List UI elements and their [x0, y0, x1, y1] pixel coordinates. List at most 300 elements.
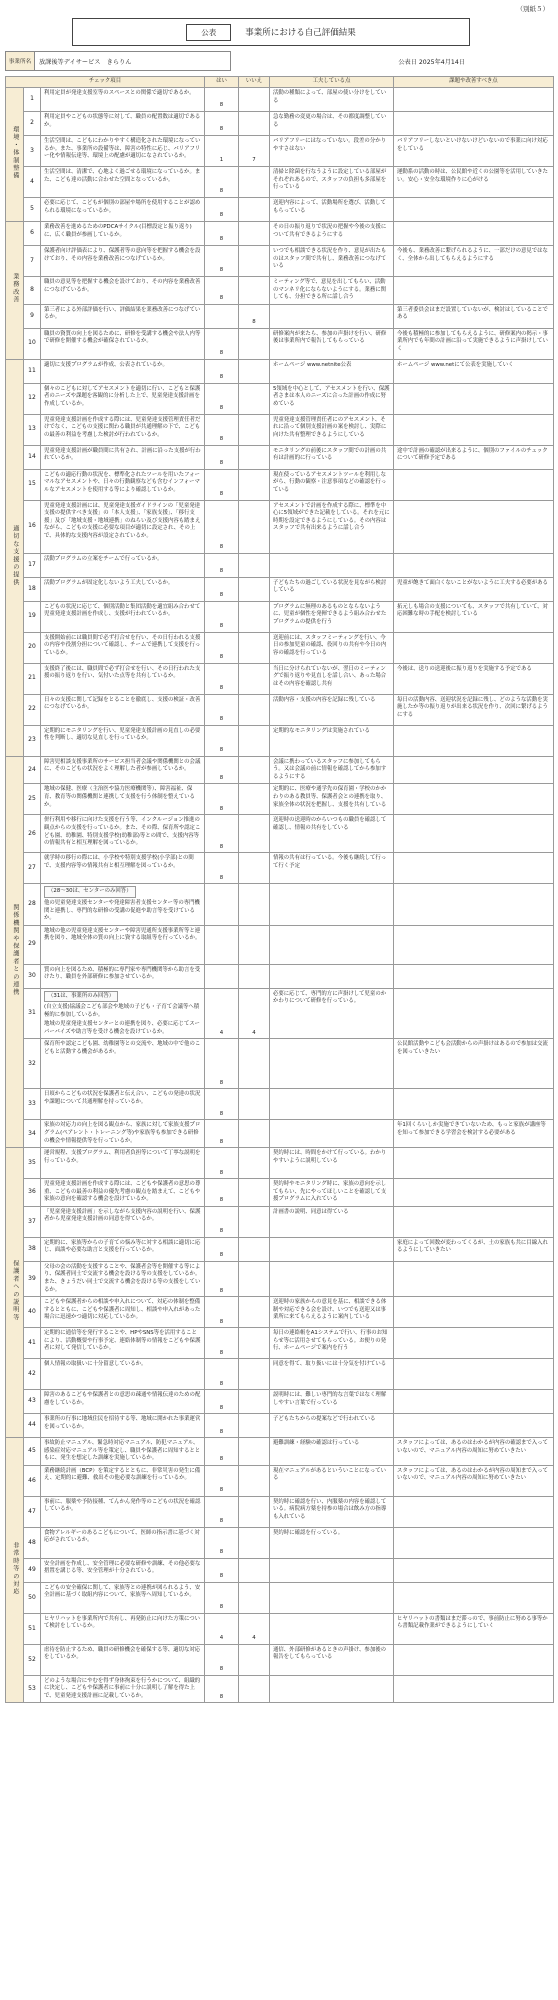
check-item-text: 父母の会の活動を支援することや、保護者会等を開催する等により、保護者同士で交流する機会を設ける等の支援をしているか。また、きょうだい同士で交流する機会を設ける等の支援をしているか。	[44, 1263, 201, 1293]
check-item	[41, 1179, 205, 1207]
col-improve: 課題や改善すべき点	[394, 77, 554, 88]
yes-count: 8	[205, 277, 239, 305]
improvement: 年1回くらいしか実施できていないため、もっと家族が講座等を知って参加できる学習会を検討する必要がある	[394, 1120, 554, 1148]
row-number: 43	[24, 1390, 41, 1414]
yes-count	[205, 964, 239, 988]
check-item	[41, 1039, 205, 1089]
table-row	[6, 1261, 554, 1296]
good-point: いつでも相談できる状況を作り、意見が出たものはスタッフ間で共有し、業務改善につなげている	[270, 246, 394, 277]
table-row	[6, 577, 554, 601]
improvement	[394, 1148, 554, 1179]
row-number: 21	[24, 663, 41, 694]
row-number: 12	[24, 383, 41, 414]
table-row	[6, 1644, 554, 1675]
table-row	[6, 601, 554, 632]
check-item	[41, 1558, 205, 1582]
row-number: 20	[24, 632, 41, 663]
yes-count: 8	[205, 1328, 239, 1359]
check-item-text: 生活空間は、こどもにわかりやすく構造化された環境になっているか。また、事業所の設備等は、障害の特性に応じ、バリアフリー化や情報伝達等、環境上の配慮が適切になされているか。	[44, 138, 201, 160]
row-number: 47	[24, 1496, 41, 1527]
check-item-text: こどもの適応行動の状況を、標準化されたツールを用いたフォーマルなアセスメントや、日々の行動観察なども含むインフォーマルなアセスメントを使用する等により確認しているか。	[44, 471, 200, 493]
good-point	[270, 1558, 394, 1582]
good-point	[270, 1237, 394, 1261]
good-point	[270, 925, 394, 964]
improvement	[394, 853, 554, 884]
improvement	[394, 784, 554, 815]
check-item-text: 家族の対応力の向上を図る観点から、家族に対して家族支援プログラム(ペアレント・トレーニング等)や家族等も参加できる研修の機会や情報提供等を行っているか。	[44, 1122, 201, 1144]
check-item-text: 定期的に、家族等からの子育ての悩み等に対する相談に適切に応じ、面談や必要な助言と支援を行っているか。	[44, 1239, 201, 1254]
row-number: 48	[24, 1527, 41, 1558]
good-point: 通信、外部研修があるときの声掛け、参加後の報告をしてもらっている	[270, 1644, 394, 1675]
check-item	[41, 136, 205, 167]
table-row	[6, 445, 554, 469]
category-text: 関係機関や保護者との連携	[11, 903, 19, 997]
check-item	[41, 601, 205, 632]
no-count	[239, 1039, 270, 1089]
check-item	[41, 925, 205, 964]
no-count	[239, 328, 270, 359]
no-count	[239, 1359, 270, 1390]
improvement: 拓元しも場合の支援についても、スタッフで共有していて、対応困難な時の手配を検討している	[394, 601, 554, 632]
no-count	[239, 246, 270, 277]
check-item	[41, 1496, 205, 1527]
good-point: 送迎前には、スタッフミーティングを行い、今日の参加児童の確認、役回りの共有や今日の内容の確認を行っている	[270, 632, 394, 663]
yes-count: 4	[205, 1613, 239, 1644]
table-row	[6, 469, 554, 500]
evaluation-table	[5, 76, 554, 1703]
check-item	[41, 1390, 205, 1414]
table-row	[6, 1089, 554, 1120]
good-point: 契約時やモニタリング時に、家族の意向を示してもらい、先にやってほしいことを確認して支援プログラムに入れている	[270, 1179, 394, 1207]
check-item-text: 必要に応じて、こどもが個別の部屋や場所を使用することが認められる環境になっているか。	[44, 200, 201, 214]
check-item-text: 個人情報の取扱いに十分留意しているか。	[44, 1361, 147, 1368]
page-title: 事業所における自己評価結果	[245, 28, 356, 38]
yes-count: 8	[205, 663, 239, 694]
no-count	[239, 1438, 270, 1466]
yes-count: 8	[205, 1297, 239, 1328]
improvement: 今後は、送りの送迎後に振り返りを実施する予定である	[394, 663, 554, 694]
col-check: チェック項目	[6, 77, 205, 88]
improvement	[394, 1527, 554, 1558]
table-row	[6, 725, 554, 756]
office-label: 事業所名	[5, 51, 35, 71]
scope-note: （28～30は、センターのみ回答）	[44, 886, 136, 898]
no-count	[239, 1414, 270, 1438]
no-count	[239, 1582, 270, 1613]
table-row	[6, 1675, 554, 1703]
check-item-text: 障害のあるこどもや保護者との意思の疎通や情報伝達のための配慮をしているか。	[44, 1392, 201, 1406]
table-row	[6, 784, 554, 815]
yes-count: 8	[205, 632, 239, 663]
table-row	[6, 663, 554, 694]
check-item	[41, 304, 205, 328]
check-item-text: 業務改善を進めるためのPDCAサイクル(目標設定と振り返り)に、広く職員が参画しているか。	[44, 224, 192, 238]
table-row	[6, 277, 554, 305]
improvement: 今後も、業務改善に繋げられるように、一部だけの意見ではなく、全体から出してもらえるようにする	[394, 246, 554, 277]
category-label	[6, 756, 24, 1147]
check-item	[41, 694, 205, 725]
table-row	[6, 1206, 554, 1237]
improvement	[394, 222, 554, 246]
table-row	[6, 167, 554, 198]
good-point: ミーティング等で、意見を出してもらい、活動のマンネリ化にならないようにする。業務に関しても、分担できる所に話し合う	[270, 277, 394, 305]
no-count	[239, 445, 270, 469]
row-number: 6	[24, 222, 41, 246]
yes-count	[205, 884, 239, 925]
table-row	[6, 246, 554, 277]
row-number: 7	[24, 246, 41, 277]
improvement	[394, 1297, 554, 1328]
table-row	[6, 1558, 554, 1582]
no-count	[239, 1390, 270, 1414]
table-row	[6, 1465, 554, 1496]
scope-note: （31は、事業所のみ回答）	[44, 991, 118, 1003]
check-item-text: 事故防止マニュアル、緊急時対応マニュアル、防犯マニュアル、感染症対応マニュアル等を策定し、職員や保護者に周知するとともに、発生を想定した訓練を実施しているか。	[44, 1440, 201, 1462]
check-item-text: 利用定員が発達支援室等のスペースとの関係で適切であるか。	[44, 90, 195, 96]
good-point: 同意を得て、取り扱いには十分気を付けている	[270, 1359, 394, 1390]
yes-count: 8	[205, 500, 239, 553]
good-point	[270, 1675, 394, 1703]
check-item	[41, 1261, 205, 1296]
check-item	[41, 577, 205, 601]
row-number: 50	[24, 1582, 41, 1613]
check-item-text: 安全計画を作成し、安全管理に必要な研修や訓練、その他必要な措置を講じる等、安全管理が十分されている。	[44, 1560, 201, 1575]
check-item-text-2: 地域の児童発達支援センターとの連携を図り、必要に応じてスーパーバイズや助言等を受ける機会を設けているか。	[44, 1021, 200, 1035]
check-item-text: 運営規程、支援プログラム、利用者負担等について丁寧な説明を行っているか。	[44, 1150, 201, 1164]
improvement	[394, 383, 554, 414]
check-item-text: 定期的に通信等を発行することや、HPやSNS等を活用することにより、活動概要や行事予定、連絡体制等の情報をこどもや保護者に対して発信しているか。	[44, 1330, 201, 1352]
good-point: モニタリングの前後にスタッフ間での計画の共有は計画的に行っている	[270, 445, 394, 469]
good-point: 契約時に確認を行い、内服薬の内容を確認している。病院病方薬を持参の場合は飲み方の指導も入れている	[270, 1496, 394, 1527]
no-count	[239, 1297, 270, 1328]
improvement: 公民館活動やこども会活動からの声掛けはあるので参加は交流を図っていきたい	[394, 1039, 554, 1089]
improvement	[394, 815, 554, 853]
good-point	[270, 964, 394, 988]
improvement: ホームページ www.netにて公表を実施していく	[394, 359, 554, 383]
good-point: 契約時には、時間をかけて行っている。わかりやすいように説明している	[270, 1148, 394, 1179]
improvement	[394, 1261, 554, 1296]
check-item	[41, 1359, 205, 1390]
good-point: その日の振り返りで状況の把握や今後の支援について共有できるようにする	[270, 222, 394, 246]
row-number: 33	[24, 1089, 41, 1120]
improvement	[394, 1644, 554, 1675]
yes-count: 8	[205, 1414, 239, 1438]
check-item	[41, 663, 205, 694]
table-row	[6, 136, 554, 167]
check-item	[41, 1089, 205, 1120]
check-item	[41, 277, 205, 305]
good-point: 急な勤務の変更の場合は、その都度調整している	[270, 112, 394, 136]
yes-count: 8	[205, 1465, 239, 1496]
table-row	[6, 198, 554, 222]
good-point: 活動の種類によって、部屋の使い分けをしている	[270, 88, 394, 112]
check-item	[41, 988, 205, 1039]
good-point: 活動内容・支援の内容を記録に残している	[270, 694, 394, 725]
check-item	[41, 1527, 205, 1558]
check-item	[41, 414, 205, 445]
no-count	[239, 601, 270, 632]
table-row	[6, 884, 554, 925]
row-number: 24	[24, 756, 41, 784]
check-item	[41, 88, 205, 112]
yes-count: 8	[205, 1148, 239, 1179]
yes-count: 8	[205, 1438, 239, 1466]
good-point: 研修案内が来たら、参加の声掛けを行い、研修後は事業所内で報告してもらっている	[270, 328, 394, 359]
good-point	[270, 884, 394, 925]
category-label	[6, 359, 24, 756]
no-count	[239, 694, 270, 725]
improvement: 家庭によって回数が変わってくるが、土の家族も共に目線入れるようにしていきたい	[394, 1237, 554, 1261]
improvement: 運動系の活動の時は、公民館や近くの公園等を活用していきたい。安心・安全な環境作りに心がける	[394, 167, 554, 198]
publish-badge: 公表	[186, 24, 231, 41]
table-row	[6, 88, 554, 112]
row-number: 13	[24, 414, 41, 445]
yes-count	[205, 304, 239, 328]
row-number: 28	[24, 884, 41, 925]
good-point	[270, 1039, 394, 1089]
table-row	[6, 1496, 554, 1527]
improvement	[394, 1089, 554, 1120]
check-item	[41, 1328, 205, 1359]
row-number: 3	[24, 136, 41, 167]
table-row	[6, 1039, 554, 1089]
good-point	[270, 1120, 394, 1148]
improvement	[394, 1390, 554, 1414]
check-item-text: 児童発達支援計画を作成する際には、児童発達支援管理責任者だけでなく、こどもの支援に関わる職員が共通理解の下で、こどもの最善の利益を考慮した検討が行われているか。	[44, 416, 201, 438]
check-item-text: 生活空間は、清潔で、心地よく過ごせる環境になっているか。また、こども達の活動に合わせた空間となっているか。	[44, 169, 201, 183]
improvement: 途中で計画の確認が出来るように、個別のファイルのチェックについて研修予定である	[394, 445, 554, 469]
yes-count: 8	[205, 246, 239, 277]
table-header-row	[6, 77, 554, 88]
row-number: 2	[24, 112, 41, 136]
row-number: 32	[24, 1039, 41, 1089]
check-item	[41, 1237, 205, 1261]
yes-count: 8	[205, 1237, 239, 1261]
improvement	[394, 1179, 554, 1207]
improvement	[394, 112, 554, 136]
row-number: 34	[24, 1120, 41, 1148]
check-item-text: 職員の資質の向上を図るために、研修を受講する機会や法人内等で研修を開催する機会が確保されているか。	[44, 330, 201, 345]
check-item-text: 児童発達支援計画を作成する際には、こどもや保護者の意思の尊重、こどもの最善の利益の優先考慮の観点を踏まえて、こどもや家族の意向を確認する機会を設けているか。	[44, 1181, 201, 1203]
row-number: 19	[24, 601, 41, 632]
improvement: スタッフによっては、あるのはわかるが内容の確認まで入っていないので、マニュアル内容の周知に努めていきたい	[394, 1438, 554, 1466]
row-number: 11	[24, 359, 41, 383]
row-number: 42	[24, 1359, 41, 1390]
row-number: 25	[24, 784, 41, 815]
row-number: 44	[24, 1414, 41, 1438]
good-point: 清掃と除菌を行なうように設定している部屋がそれぞれあるので、スタッフの負担も多部屋を行っている	[270, 167, 394, 198]
good-point: 避難訓練・経験の確認は行っている	[270, 1438, 394, 1466]
row-number: 46	[24, 1465, 41, 1496]
table-row	[6, 632, 554, 663]
improvement	[394, 1359, 554, 1390]
check-item-text: 地域の保健、医療（主治医や協力医療機関等）、障害福祉、保育、教育等の関係機関と連携して支援を行う体制を整えているか。	[44, 786, 195, 808]
improvement	[394, 964, 554, 988]
table-row	[6, 1438, 554, 1466]
improvement: 今後も積極的に参加してもらえるように、研修案内の掲示・事業所内でも年間の計画に沿って実施できるように声掛けしていく	[394, 328, 554, 359]
improvement	[394, 1582, 554, 1613]
check-item	[41, 756, 205, 784]
no-count	[239, 884, 270, 925]
improvement	[394, 725, 554, 756]
table-row	[6, 1613, 554, 1644]
table-row	[6, 756, 554, 784]
category-label	[6, 88, 24, 222]
yes-count: 8	[205, 198, 239, 222]
check-item-text: 事前に、服薬や予防接種、てんかん発作等のこどもの状況を確認しているか。	[44, 1498, 201, 1513]
check-item	[41, 222, 205, 246]
improvement	[394, 553, 554, 577]
good-point	[270, 1613, 394, 1644]
yes-count: 4	[205, 988, 239, 1039]
row-number: 15	[24, 469, 41, 500]
good-point: プログラムに無理のあるものとならないように、児童が個性を発揮できるよう組み合わせたプログラムの提供を行う	[270, 601, 394, 632]
good-point: バリアフリーにはなっていない。段差の分かりやすさはない	[270, 136, 394, 167]
good-point: アセスメントで計画を作成する際に、標準を中心に5領域ができた記載をしている。それを元に時期を設定できるようにしている。その内容はスタッフで共有出来るように話し合う	[270, 500, 394, 553]
good-point: 契約時に確認を行っている。	[270, 1527, 394, 1558]
check-item-text: 地域の他の児童発達支援センターや障害児通所支援事業所等と連携を図り、地域全体の質の向上に資する取組等を行っているか。	[44, 927, 201, 942]
good-point: 送迎内容によって、活動場所を選び、活動してもらっている	[270, 198, 394, 222]
check-item	[41, 469, 205, 500]
row-number: 16	[24, 500, 41, 553]
table-row	[6, 853, 554, 884]
no-count	[239, 1206, 270, 1237]
good-point	[270, 553, 394, 577]
table-row	[6, 1414, 554, 1438]
check-item-text: 食物アレルギーのあるこどもについて、医師の指示書に基づく対応がされているか。	[44, 1529, 200, 1544]
check-item	[41, 1613, 205, 1644]
no-count	[239, 1328, 270, 1359]
check-item	[41, 328, 205, 359]
check-item-text: 事業所の行事に地域住民を招待する等、地域に開かれた事業運営を図っているか。	[44, 1416, 201, 1430]
check-item-text: 質の向上を図るため、積極的に専門家や専門機関等から助言を受けたり、職員を外部研修に参加させているか。	[44, 966, 201, 981]
improvement: 児童が飽きて面白くないことがないように工夫する必要がある	[394, 577, 554, 601]
check-item	[41, 725, 205, 756]
check-item-text: 活動プログラムが固定化しないよう工夫しているか。	[44, 579, 174, 586]
yes-count: 8	[205, 1527, 239, 1558]
check-item	[41, 246, 205, 277]
no-count	[239, 663, 270, 694]
col-yes: はい	[205, 77, 239, 88]
table-row	[6, 383, 554, 414]
table-row	[6, 1148, 554, 1179]
good-point: 現在使っているアセスメントツールを利用しながら、行動の観察・注意事項などの確認を行っている	[270, 469, 394, 500]
check-item-text: こどもや保護者からの相談や申入れについて、対応の体制を整備するとともに、こどもや保護者に周知し、相談や申入れがあった場合に迅速かつ適切に対応しているか。	[44, 1299, 201, 1321]
yes-count: 8	[205, 815, 239, 853]
col-good: 工夫している点	[270, 77, 394, 88]
check-item	[41, 784, 205, 815]
col-no: いいえ	[239, 77, 270, 88]
check-item	[41, 1644, 205, 1675]
title-box	[72, 18, 470, 46]
yes-count: 8	[205, 383, 239, 414]
no-count	[239, 383, 270, 414]
good-point: 送迎時の家族からの意見を基に、相談できる体制や対応できる会を設け、いつでも送迎又は事業所に来てもらえるように案内している	[270, 1297, 394, 1328]
check-item	[41, 853, 205, 884]
table-row	[6, 1359, 554, 1390]
yes-count: 8	[205, 601, 239, 632]
row-number: 45	[24, 1438, 41, 1466]
check-item-text: (自立支援)協議会こども部会や地域の子ども・子育て会議等へ積極的に参加しているか。	[44, 1004, 200, 1018]
check-item-text: 児童発達支援計画が職員間に共有され、計画に沿った支援が行われているか。	[44, 447, 201, 462]
table-row	[6, 1297, 554, 1328]
yes-count: 8	[205, 1206, 239, 1237]
row-number: 49	[24, 1558, 41, 1582]
check-item-text: 日頃からこどもの状況を保護者と伝え合い、こどもの発達の状況や課題について共通理解を持っているか。	[44, 1091, 201, 1105]
improvement	[394, 884, 554, 925]
check-item	[41, 383, 205, 414]
yes-count: 8	[205, 756, 239, 784]
check-item-text: こどもの状況に応じて、個別活動と集団活動を適宜組み合わせて児童発達支援計画を作成し、支援が行われているか。	[44, 603, 201, 618]
improvement: スタッフによっては、あるのはわかるが内容の周知まで入っていないので、マニュアル内容の周知に努めていきたい	[394, 1465, 554, 1496]
table-row	[6, 1179, 554, 1207]
check-item-text: 保護者向け評価表により、保護者等の意向等を把握する機会を設けており、その内容を業務改善につなげているか。	[44, 248, 201, 262]
table-row	[6, 1582, 554, 1613]
no-count	[239, 784, 270, 815]
check-item	[41, 1148, 205, 1179]
yes-count: 8	[205, 328, 239, 359]
check-item	[41, 632, 205, 663]
yes-count: 8	[205, 577, 239, 601]
good-point	[270, 1582, 394, 1613]
no-count	[239, 925, 270, 964]
good-point	[270, 304, 394, 328]
check-item	[41, 884, 205, 925]
check-item	[41, 553, 205, 577]
yes-count: 8	[205, 1039, 239, 1089]
row-number: 26	[24, 815, 41, 853]
published-date: 公表日 2025年4月14日	[398, 58, 465, 66]
row-number: 51	[24, 1613, 41, 1644]
yes-count: 8	[205, 112, 239, 136]
check-item-text: 支援開始前には職員間で必ず打合せを行い、その日行われる支援の内容や役割分担について確認し、チームで連携して支援を行っているか。	[44, 634, 201, 656]
improvement	[394, 469, 554, 500]
yes-count: 8	[205, 694, 239, 725]
yes-count: 8	[205, 445, 239, 469]
no-count	[239, 500, 270, 553]
no-count	[239, 1496, 270, 1527]
row-number: 40	[24, 1297, 41, 1328]
yes-count	[205, 925, 239, 964]
category-label	[6, 222, 24, 360]
check-item-text: 適切に支援プログラムが作成、公表されているか。	[44, 361, 168, 368]
good-point: 説明時には、難しい専門的な言葉ではなく理解しやすい言葉で行っている	[270, 1390, 394, 1414]
row-number: 30	[24, 964, 41, 988]
category-label	[6, 1148, 24, 1438]
improvement	[394, 988, 554, 1039]
table-row	[6, 1527, 554, 1558]
row-number: 52	[24, 1644, 41, 1675]
table-row	[6, 414, 554, 445]
check-item-text: 「児童発達支援計画」を示しながら支援内容の説明を行い、保護者から児童発達支援計画の同意を得ているか。	[44, 1208, 201, 1223]
row-number: 39	[24, 1261, 41, 1296]
improvement: 第三者委員会はまだ設置していないが、検討はしていることである	[394, 304, 554, 328]
row-number: 38	[24, 1237, 41, 1261]
yes-count: 8	[205, 1179, 239, 1207]
good-point: 計画書の説明、同意は得ている	[270, 1206, 394, 1237]
improvement	[394, 500, 554, 553]
check-item-text: 障害児相談支援事業所のサービス担当者会議や関係機関との会議に、そのこどもの状況をよく理解した者が参画しているか。	[44, 758, 201, 773]
check-item-text: 就学時の移行の際には、小学校や特別支援学校(小学部)との間で、支援内容等の情報共有と相互理解を図っているか。	[44, 855, 194, 869]
no-count	[239, 167, 270, 198]
check-item-text: どのような場合にやむを得ず身体拘束を行うかについて、組織的に決定し、こどもや保護者に事前に十分に説明し了解を得た上で、児童発達支援計画に記載しているか。	[44, 1677, 201, 1699]
no-count	[239, 1179, 270, 1207]
no-count	[239, 632, 270, 663]
no-count	[239, 1675, 270, 1703]
row-number: 35	[24, 1148, 41, 1179]
office-meta	[5, 51, 553, 71]
no-count	[239, 1644, 270, 1675]
